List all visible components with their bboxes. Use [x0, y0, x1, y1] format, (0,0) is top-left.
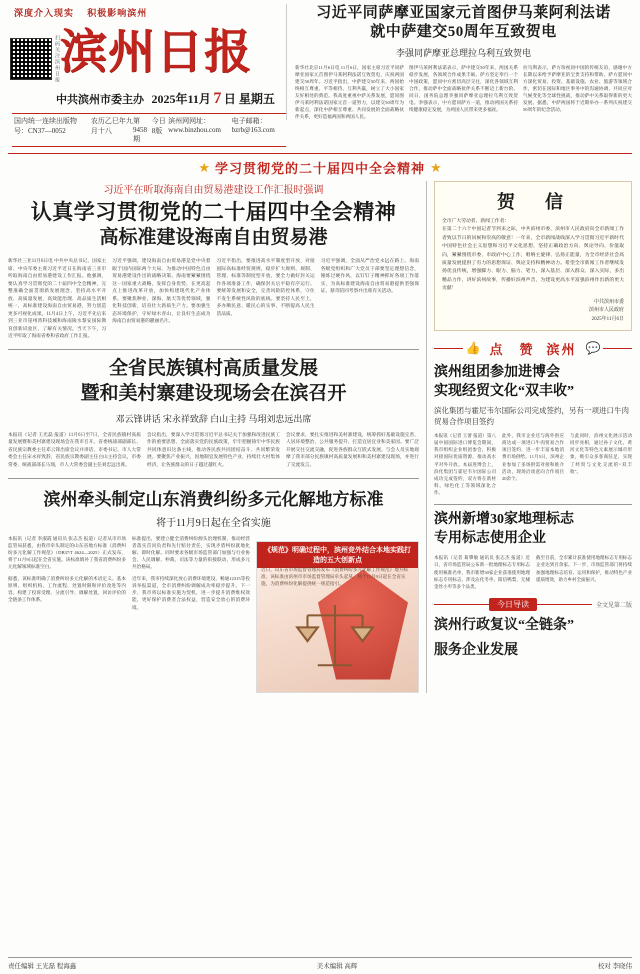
lead-headline-1: 认真学习贯彻党的二十届四中全会精神 [30, 200, 397, 224]
story2-columns [8, 432, 419, 470]
issue-date-year: 2025年11月 [151, 92, 211, 106]
zan-section-header [434, 339, 632, 358]
scales-of-justice-icon [292, 590, 378, 682]
today-rule-right [537, 604, 592, 605]
congrats-sign-1: 中共滨州市委 [593, 299, 624, 305]
congratulation-letter [434, 181, 632, 331]
meta-issue-number: 第9458期 [133, 117, 148, 143]
top-story-col-3: 拉乌利表示，萨方珍视同中国的传统友谊，感谢中方长期以来给予萨摩亚的宝贵支持和帮助。萨方愿同中方深化贸易、投资、基础设施、农业、旅游等领域合作，密切在国际和地区事务中的沟通协调，共同应对气候变化等全球性挑战，推动萨中关系取得新的更大发展。据悉，中萨两国将于近期举办一系列庆祝建交50周年的纪念活动。 [523, 64, 632, 113]
lead-story[interactable] [8, 181, 419, 341]
story3-col-3: 标准提出，要建立健全消费纠纷源头治理机制，推动经营者落实首问负责和先行赔付责任，实现矛盾纠纷就地化解、即时化解。同时要求各级市场监管部门加强与行业协会、人民调解、仲裁、司法等力量的衔接联动，形成多元共治格局。 [132, 535, 250, 569]
today-guide-note: 全文见第二版 [596, 603, 633, 610]
slogan-part-b: 积极影响滨州 [87, 8, 148, 18]
expo-headline-1: 滨州组团参加进博会 [434, 365, 560, 381]
story-consumer-standard[interactable] [8, 485, 419, 693]
footer-editor: 责任编辑 王光磊 程海鑫 [8, 963, 77, 970]
today-rule-left [434, 604, 489, 605]
lead-col-2: 习近平强调，建设海南自由贸易港是党中央着眼于国内国际两个大局、为推动中国特色自由贸易港建设作出的战略决策。海南要紧紧围绕这一国家重大战略，发挥自身优势，在更高起点上推进改革开放，加快构建现代化产业体系。要聚焦种业、深海、航天等优势领域，强化科技创新，培育壮大新质生产力。要加强生态环境保护，守好绿水青山，让良好生态成为海南自由贸易港的靓丽名片。 [112, 258, 211, 325]
issue-weekday: 日 星期五 [223, 92, 275, 106]
expo-col-1: 本报讯（记者 王蕾 报道）第八届中国国际进口博览会期间，我市组织企业组团参会，积极对接国际优质资源，推动高水平对外开放。本届进博会上，滨化集团与霍尼韦尔国际公司成功完成签约，双方将在新材料、绿色化工等领域深化合作。 [434, 432, 496, 496]
masthead-left [8, 4, 286, 147]
congrats-body: 在第二十六个中国记者节到来之际，中共滨州市委、滨州市人民政府向全市新闻工作者致以节日的问候和崇高的敬意！一年来，全市新闻战线深入学习贯彻习近平新时代中国特色社会主义思想和习近平文化思想，坚持正确政治方向、舆论导向、价值取向，紧紧围绕市委、市政府中心工作，唱响主旋律、弘扬正能量，为全市经济社会高质量发展提供了有力的思想保证、舆论支持和精神动力。希望全市新闻工作者继续发扬优良传统，增强脚力、眼力、脑力、笔力，深入基层、深入群众、深入实际，多出精品力作，讲好滨州故事，传播好滨州声音，为建设更高水平富强滨州作出新的更大贡献！ [442, 227, 624, 292]
masthead [8, 0, 632, 147]
campaign-banner [8, 153, 632, 177]
footer-proof: 校对 李晓伟 [597, 963, 632, 970]
photo-caption: 近日，山东省市场监督管理局发布《消费纠纷多元化解工作规范》地方标准，该标准由滨州市市场监督管理局牵头起草，将于11月9日起在全省实施，为消费纠纷化解提供统一规范指引。 [261, 566, 409, 587]
top-story-headline-2: 就中萨建交50周年互致贺电 [370, 23, 557, 40]
body [8, 181, 632, 693]
story-geo-indication[interactable] [434, 511, 632, 590]
divider-1 [8, 349, 419, 350]
divider-3 [434, 504, 632, 505]
story3-headline: 滨州牵头制定山东消费纠纷多元化解地方标准 [43, 489, 384, 509]
story2-headline-1: 全省民族镇村高质量发展 [108, 357, 318, 379]
story3-col-1: 本报讯（记者 李淑霞 通讯员 张志杰 报道）记者从市市场监管局获悉，由我市牵头制定的山东省地方标准《消费纠纷多元化解工作规范》（DB37/T 4624—2025）正式发布，将于11月9日起在全省实施。该标准填补了我省消费纠纷多元化解领域标准空白。 [8, 535, 126, 569]
zan-rule-left [434, 348, 463, 349]
story2-col-1: 本报讯（记者 王光磊 报道）11月6日至7日，全省民族镇村高质量发展暨和美村寨建设现场会在我市召开。省委统战部副部长、省民族宗教委主任邓云锋出席会议并讲话，市委书记、市人大常委会主任宋永祥致辞，省民族宗教委副主任白山主持会议，市委常委、统战部部长马珝，市人大常委会副主任刘忠远出席。 [8, 432, 141, 468]
qr-code-icon[interactable] [10, 38, 52, 80]
footer-design: 美术编辑 高辉 [316, 963, 358, 970]
story-province-meeting[interactable] [8, 356, 419, 470]
masthead-subline [56, 90, 286, 108]
story2-headline-2: 暨和美村寨建设现场会在滨召开 [80, 383, 347, 405]
speech-bubble-icon: 💬 [585, 341, 601, 356]
star-icon: ★ [198, 159, 210, 175]
lead-col-4: 习近平强调，全面从严治党永远在路上。海南各级党组织和广大党员干部要坚定理想信念，锤炼过硬作风，以钉钉子精神抓好各项工作落实，为高标准建设海南自由贸易港提供坚强保证。蔡奇陪同考察并出席有关活动。 [320, 258, 419, 295]
top-story-columns [295, 64, 632, 121]
admin-headline-1: 滨州行政复议“全链条” [434, 618, 574, 634]
expo-headline-2: 实现经贸文化“双丰收” [434, 383, 574, 399]
today-guide-header [434, 598, 632, 611]
masthead-meta [12, 113, 286, 147]
congrats-signature [442, 299, 624, 325]
zan-rule-right [603, 348, 632, 349]
today-guide-badge: 今日导读 [489, 598, 537, 611]
top-story[interactable] [286, 4, 632, 120]
story3-col-2: 据悉，该标准明确了消费纠纷多元化解的术语定义、基本原则、组织机构、工作流程、处置时限和评价改进等内容，构建了投诉受理、分流引导、调解处置、回访评价的全链条工作体系。 [8, 576, 126, 603]
admin-headline-2: 服务企业发展 [434, 643, 518, 659]
congrats-salutation: 全市广大劳动者、新闻工作者： [442, 219, 510, 224]
geo-headline-1: 滨州新增30家地理标志 [434, 512, 574, 528]
logo-row [8, 21, 286, 83]
story-expo[interactable] [434, 364, 632, 496]
congrats-title: 贺 信 [497, 192, 569, 212]
story3-photo [256, 541, 419, 693]
geo-columns [434, 554, 632, 590]
meta-lunar-date: 农历乙巳年九月十八 [90, 117, 133, 135]
expo-columns [434, 432, 632, 497]
right-column [426, 181, 632, 693]
left-column [8, 181, 426, 693]
lead-col-3: 习近平指出，要推进高水平制度型开放，对接国际高标准经贸规则，稳步扩大规则、规制、管理、标准等制度型开放。要全力做好封关运作各项准备工作，确保封关后平稳有序运行。要统筹发展和安全，完善风险防控体系，守住不发生系统性风险的底线。要坚持人民至上，多办顺民意、暖民心的实事，不断提高人民生活品质。 [216, 258, 315, 317]
story3-subhead: 将于11月9日起在全省实施 [156, 517, 271, 529]
lead-col-1: 新华社三亚11月6日电 中共中央总书记、国家主席、中央军委主席习近平近日在海南省三亚市听取海南自由贸易港建设工作汇报。他强调，要认真学习贯彻党的二十届四中全会精神，完整准确全面贯彻新发展理念，坚持高水平开放、高质量发展、高效能治理、高品质生活相统一，高标准建设海南自由贸易港，努力创造更多可视化成果。11月4日上午，习近平先后来到三亚市崖州湾科技城和海南陵水黎安国际教育创新试验区，了解有关情况。当天下午，习近平听取了海南省委和省政府工作汇报。 [8, 258, 107, 340]
expo-col-2: 此外，我市企业还与海外供应商达成一项进口牛肉贸易合作项目签约，进一步丰富本地消费市场供给。11月5日，滨州企业参加了多场供需对接和推介活动，现场洽谈意向合作项目20余个。 [502, 432, 564, 481]
top-story-col-1: 新华社北京11月6日电 11月6日，国家主席习近平同萨摩亚国家元首图伊马莱阿利法诺互致贺电，庆祝两国建交50周年。习近平指出，中萨建交50年来，两国始终相互尊重、平等相待、互利共赢，树立了大小国家友好相处的典范。我高度重视中萨关系发展，愿同图伊马莱阿利法诺国家元首一道努力，以建交50周年为新起点，深化中萨相互尊重、共同发展的全面战略伙伴关系，更好造福两国和两国人民。 [295, 64, 404, 120]
photo-banner-text: 《规范》明确过程中，滨州竞外结合本地实践打造的五大创新点 [257, 542, 418, 568]
masthead-slogan [14, 6, 286, 19]
zan-label-right: 滨州 [546, 342, 577, 358]
meta-website[interactable]: 滨州网网址：www.binzhou.com [168, 117, 221, 134]
top-story-headline-1: 习近平同萨摩亚国家元首图伊马莱阿利法诺 [316, 5, 611, 21]
sponsor-label: 中共滨州市委主办 [56, 94, 144, 106]
geo-col-2: 截至目前，全市累计获准使用地理标志专用标志企业达到百余家。下一步，市场监管部门将持续加强地理标志培育、运用和保护，推动特色产业提质增效，助力乡村全面振兴。 [536, 555, 632, 582]
meta-email[interactable]: 电子邮箱：bzrb@163.com [231, 117, 275, 134]
thumbs-up-icon: 👍 [465, 341, 481, 356]
top-story-subhead: 李强同萨摩亚总理拉乌利互致贺电 [395, 47, 531, 58]
story-admin-review[interactable] [434, 617, 632, 661]
expo-subhead: 滨化集团与霍尼韦尔国际公司完成签约，另有一项进口牛肉贸易合作项目签约 [434, 405, 629, 426]
story2-col-3: 会议要求，要扎实推进和美村寨建设，统筹抓好基础设施完善、人居环境整治、公共服务提升，打造宜居宜业和美家园。要广泛开展交往交流交融，促进各族群众互嵌式发展。与会人员实地观摩了我市部分民族镇村高质量发展和和美村寨建设现场，并进行了交流发言。 [286, 432, 419, 468]
story3-col-4: 近年来，我市持续深化放心消费环境建设，畅通12315等投诉举报渠道，全市消费纠纷调解成功率稳步提升。下一步，我市将以标准实施为契机，进一步提升消费维权效能，更好保护消费者合法权益，营造安全放心的消费环境。 [132, 576, 250, 610]
divider-2 [8, 478, 419, 479]
slogan-part-a: 深度介入现实 [14, 8, 75, 18]
qr-label: 扫码关注滨州日报 [54, 35, 59, 83]
paper-logo: 滨州日报 [60, 24, 252, 80]
expo-col-3: 与此同时，滨州文化展示活动同步亮相，通过孙子文化、黄河文化等特色元素展示城市形象，吸引众多客商驻足，实现了经贸与文化交流的“双丰收”。 [570, 432, 632, 474]
story2-col-2: 会议指出，要深入学习贯彻习近平总书记关于加强和改进民族工作的重要思想，全面落实党的民族政策，牢牢把握铸牢中华民族共同体意识这条主线，推动各民族共同团结奋斗、共同繁荣发展。要聚焦产业振兴，因地制宜发展特色产业，持续壮大村集体经济，让各族群众的日子越过越红火。 [147, 432, 280, 468]
story2-byline: 邓云锋讲话 宋永祥致辞 白山主持 马珝刘忠远出席 [115, 413, 312, 424]
geo-headline-2: 专用标志使用企业 [434, 531, 546, 547]
lead-kicker: 习近平在听取海南自由贸易港建设工作汇报时强调 [103, 185, 324, 196]
lead-headline-2: 高标准建设海南自由贸易港 [99, 227, 328, 249]
star-icon-right: ★ [430, 159, 442, 175]
page-footer [8, 957, 632, 970]
meta-cn-number: 国内统一连续出版物号：CN37—0052 [14, 117, 77, 135]
congrats-sign-3: 2025年11月6日 [591, 316, 624, 322]
meta-page-count: 今日8版 [151, 117, 166, 135]
zan-label-left: 点 赞 [489, 342, 535, 358]
geo-col-1: 本报讯（记者 葛肇敏 通讯员 张志杰 报道）近日，省市场监管局公布新一批地理标志专用标志使用核准名单，我市新增30家企业获准使用地理标志专用标志，涉及沾化冬枣、阳信鸭梨、无棣金丝小枣等多个品类。 [434, 555, 530, 590]
congrats-sign-2: 滨州市人民政府 [588, 308, 624, 314]
lead-columns [8, 258, 419, 341]
campaign-banner-text: 学习贯彻党的二十届四中全会精神 [214, 161, 425, 176]
top-story-col-2: 图伊马莱阿利法诺表示，萨中建交50年来，两国关系稳步发展，各领域合作成果丰硕。萨方坚定奉行一个中国政策，愿同中方密切高层交往，深化各领域互利合作，推动萨中全面战略伙伴关系不断迈上新台阶。同日，国务院总理李强同萨摩亚总理拉乌利互致贺电。李强表示，中方愿同萨方一道，推动两国关系持续健康稳定发展，为两国人民带来更多福祉。 [409, 64, 518, 113]
issue-date-day: 7 [213, 90, 222, 107]
